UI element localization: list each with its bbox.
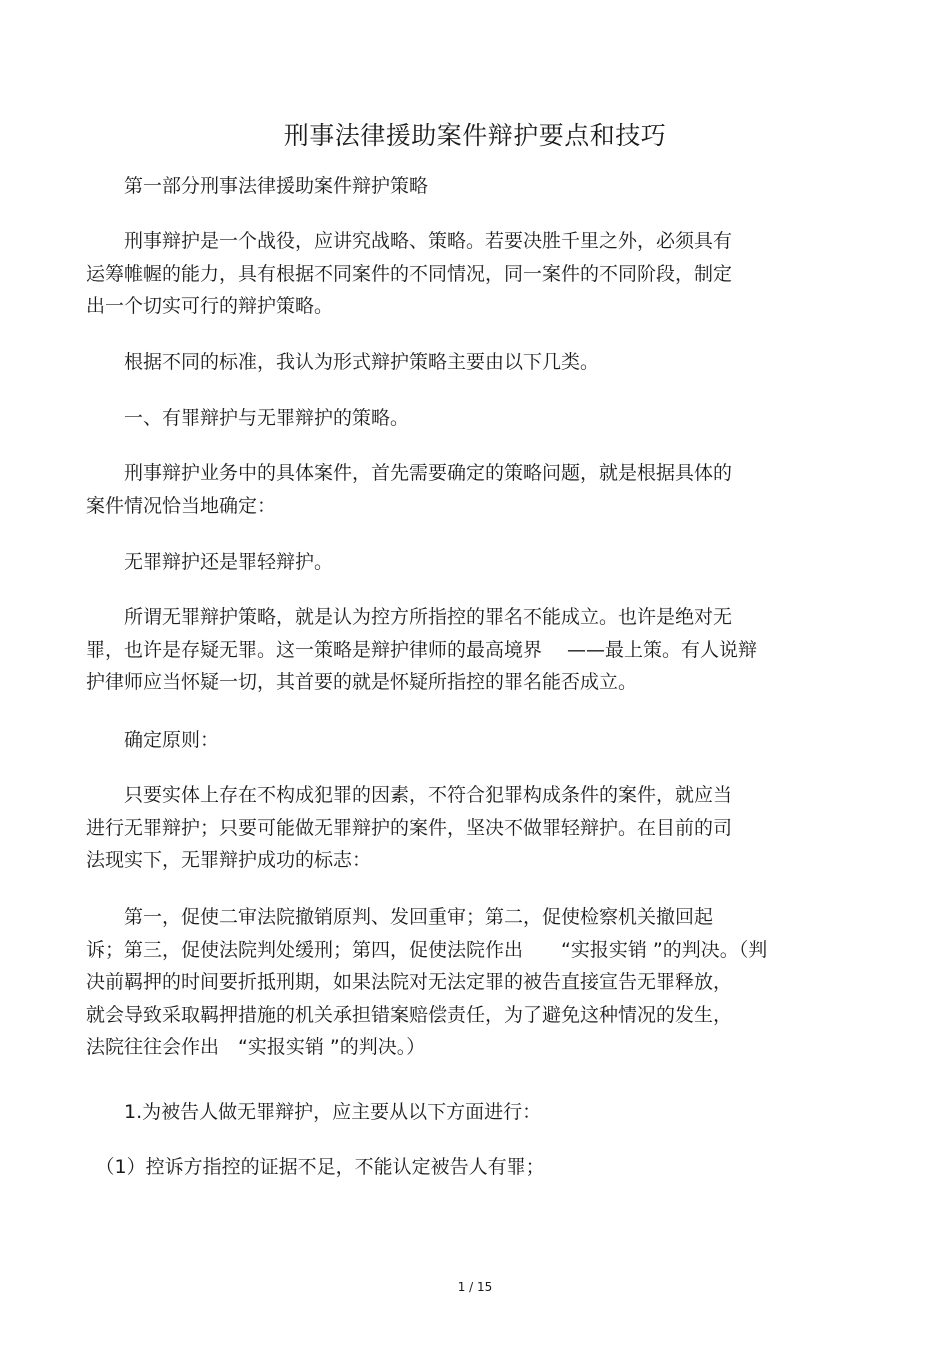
text-line: 出一个切实可行的辩护策略。 bbox=[86, 295, 334, 317]
paragraph-sub-item-one bbox=[86, 1151, 846, 1184]
paragraph-strategy-intro bbox=[86, 225, 846, 323]
paragraph-principle-body bbox=[86, 779, 846, 877]
text-line: 护律师应当怀疑一切，其首要的就是怀疑所指控的罪名能否成立。 bbox=[86, 671, 638, 693]
paragraph-section-one-heading bbox=[86, 402, 846, 435]
text-line: 决前羁押的时间要折抵刑期，如果法院对无法定罪的被告直接宣告无罪释放， bbox=[86, 971, 733, 993]
paragraph-case-determination bbox=[86, 457, 846, 522]
text-line: 运筹帷幄的能力，具有根据不同案件的不同情况，同一案件的不同阶段，制定 bbox=[86, 262, 733, 285]
text-line: 根据不同的标准，我认为形式辩护策略主要由以下几类。 bbox=[86, 351, 600, 373]
text-line: 法院往往会作出 “实报实销 ”的判决。） bbox=[86, 1036, 426, 1058]
text-line: 刑事辩护是一个战役，应讲究战略、策略。若要决胜千里之外，必须具有 bbox=[86, 230, 733, 252]
paragraph-strategy-types bbox=[86, 346, 846, 379]
text-line: 第一，促使二审法院撤销原判、发回重审；第二，促使检察机关撤回起 bbox=[86, 906, 714, 928]
text-line: 无罪辩护还是罪轻辩护。 bbox=[86, 551, 334, 573]
text-line: 1.为被告人做无罪辩护，应主要从以下方面进行： bbox=[86, 1101, 542, 1123]
text-line: 所谓无罪辩护策略，就是认为控方所指控的罪名不能成立。也许是绝对无 bbox=[86, 606, 733, 628]
text-line: 就会导致采取羁押措施的机关承担错案赔偿责任，为了避免这种情况的发生， bbox=[86, 1003, 733, 1026]
text-line: 确定原则： bbox=[86, 729, 220, 751]
paragraph-part-one-heading bbox=[86, 170, 846, 203]
text-line: 诉；第三，促使法院判处缓刑；第四，促使法院作出 “实报实销 ”的判决。（判 bbox=[86, 938, 768, 961]
text-line: 法现实下，无罪辩护成功的标志： bbox=[86, 849, 372, 871]
text-line: 案件情况恰当地确定： bbox=[86, 494, 277, 517]
text-line: 进行无罪辩护；只要可能做无罪辩护的案件，坚决不做罪轻辩护。在目前的司 bbox=[86, 816, 733, 839]
text-line: 第一部分刑事法律援助案件辩护策略 bbox=[86, 175, 429, 197]
text-line: 罪，也许是存疑无罪。这一策略是辩护律师的最高境界 ——最上策。有人说辩 bbox=[86, 638, 758, 661]
paragraph-success-markers bbox=[86, 901, 846, 1064]
text-line: 一、有罪辩护与无罪辩护的策略。 bbox=[86, 407, 410, 429]
paragraph-item-one bbox=[86, 1096, 846, 1129]
text-line: （1）控诉方指控的证据不足，不能认定被告人有罪； bbox=[86, 1156, 545, 1178]
paragraph-innocence-or-lesser bbox=[86, 546, 846, 579]
text-line: 刑事辩护业务中的具体案件，首先需要确定的策略问题，就是根据具体的 bbox=[86, 462, 733, 484]
paragraph-innocence-strategy bbox=[86, 601, 846, 699]
page-number: 1 / 15 bbox=[457, 1280, 493, 1294]
document-title: 刑事法律援助案件辩护要点和技巧 bbox=[283, 121, 667, 150]
text-line: 只要实体上存在不构成犯罪的因素，不符合犯罪构成条件的案件，就应当 bbox=[86, 784, 733, 806]
paragraph-principle-heading bbox=[86, 724, 846, 757]
